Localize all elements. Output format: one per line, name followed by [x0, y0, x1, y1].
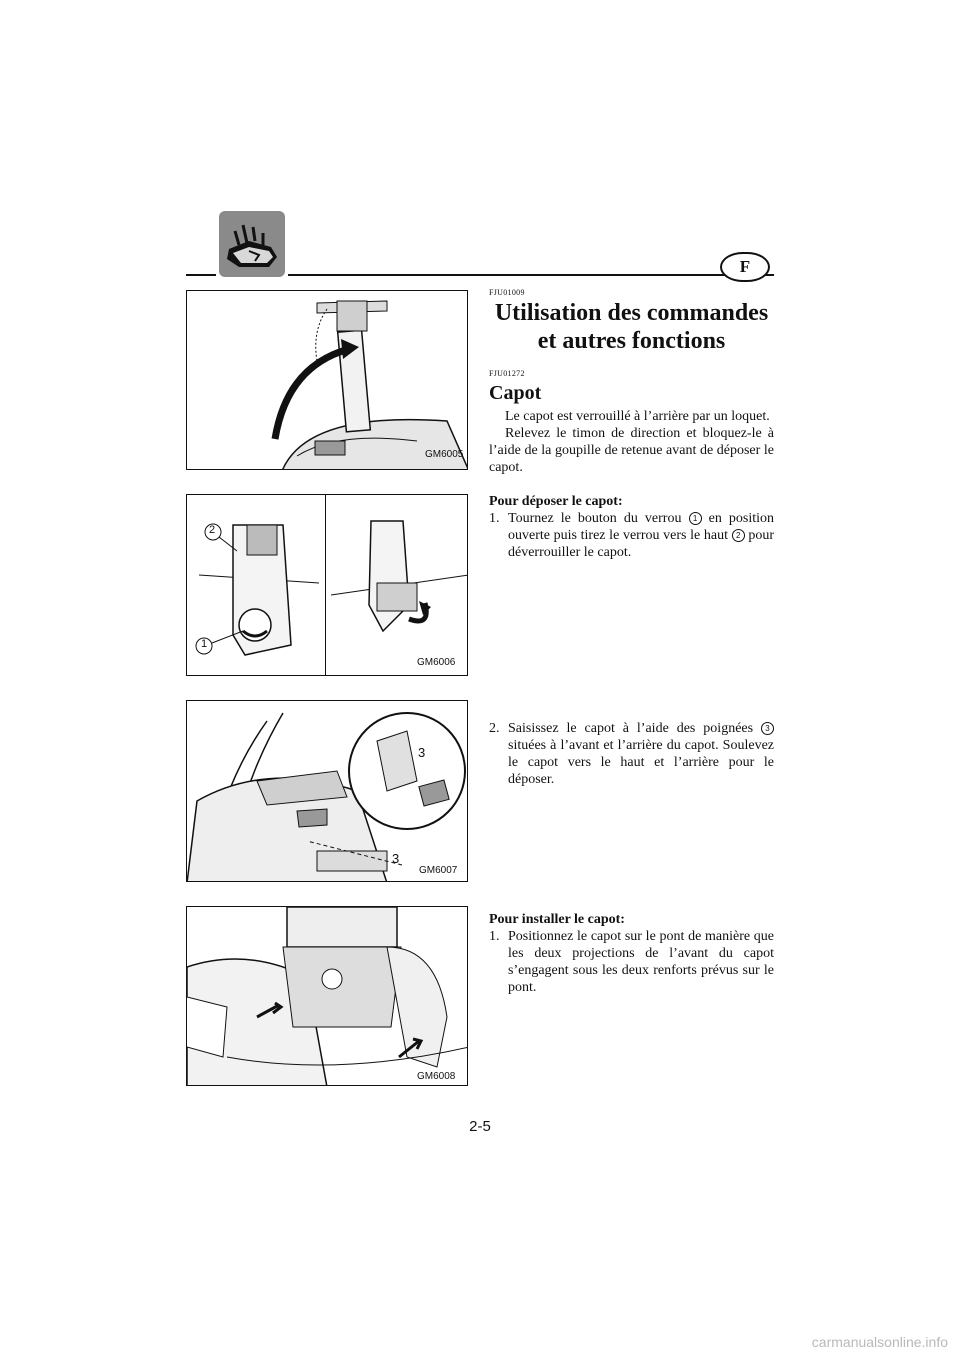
figure-hood-install	[186, 906, 468, 1086]
step-number: 1.	[489, 511, 500, 526]
figure-divider	[325, 495, 326, 676]
callout-number: 3	[392, 851, 400, 866]
figure-code: GM6006	[417, 657, 456, 668]
figure-code: GM6007	[419, 865, 458, 876]
callout-number: 3	[418, 745, 426, 760]
subsection-code: FJU01272	[489, 369, 525, 378]
remove-heading: Pour déposer le capot:	[489, 494, 623, 509]
remove-step-2	[489, 720, 774, 788]
step-text: Positionnez le capot sur le pont de manière que les deux projections de l’avant du capot s’engagent sous les deux renforts prévus sur le pont.	[508, 929, 774, 995]
step-text: Saisissez le capot à l’aide des poignées 3 situées à l’avant et l’arrière du capot. Soulevez le capot vers le haut et l’arrière pour le déposer.	[508, 721, 774, 787]
figure-steering-pole	[186, 290, 468, 470]
header-rule-left	[186, 274, 216, 276]
callout-ref: 3	[761, 722, 774, 735]
step-number: 1.	[489, 929, 500, 944]
figure-code: GM6005	[425, 449, 464, 460]
section-text-column	[489, 288, 774, 996]
remove-step-1	[489, 510, 774, 561]
callout-number: 1	[201, 638, 208, 650]
jet-ski-section-icon	[219, 211, 285, 277]
section-title: Utilisation des commandes et autres fonctions	[494, 300, 769, 354]
figure-hood-lock	[186, 494, 468, 676]
figure-hood-handles	[186, 700, 468, 882]
section-code: FJU01009	[489, 288, 525, 297]
page-number: 2-5	[469, 1118, 491, 1135]
callout-ref: 1	[689, 512, 702, 525]
language-badge: F	[720, 252, 770, 282]
paragraph: Relevez le timon de direction et bloquez-le à l’aide de la goupille de retenue avant de déposer le capot.	[489, 426, 774, 475]
install-step-1	[489, 928, 774, 996]
install-heading: Pour installer le capot:	[489, 912, 625, 927]
header-rule-right	[288, 274, 774, 276]
subsection-title: Capot	[489, 382, 542, 404]
step-number: 2.	[489, 721, 500, 736]
footer-watermark: carmanualsonline.info	[811, 1334, 948, 1350]
paragraph: Le capot est verrouillé à l’arrière par un loquet.	[505, 409, 770, 424]
callout-ref: 2	[732, 529, 745, 542]
callout-number: 2	[209, 524, 216, 536]
figure-code: GM6008	[417, 1071, 456, 1082]
step-text: Tournez le bouton du verrou 1 en position ouverte puis tirez le verrou vers le haut 2 pour déverrouiller le capot.	[508, 511, 775, 560]
